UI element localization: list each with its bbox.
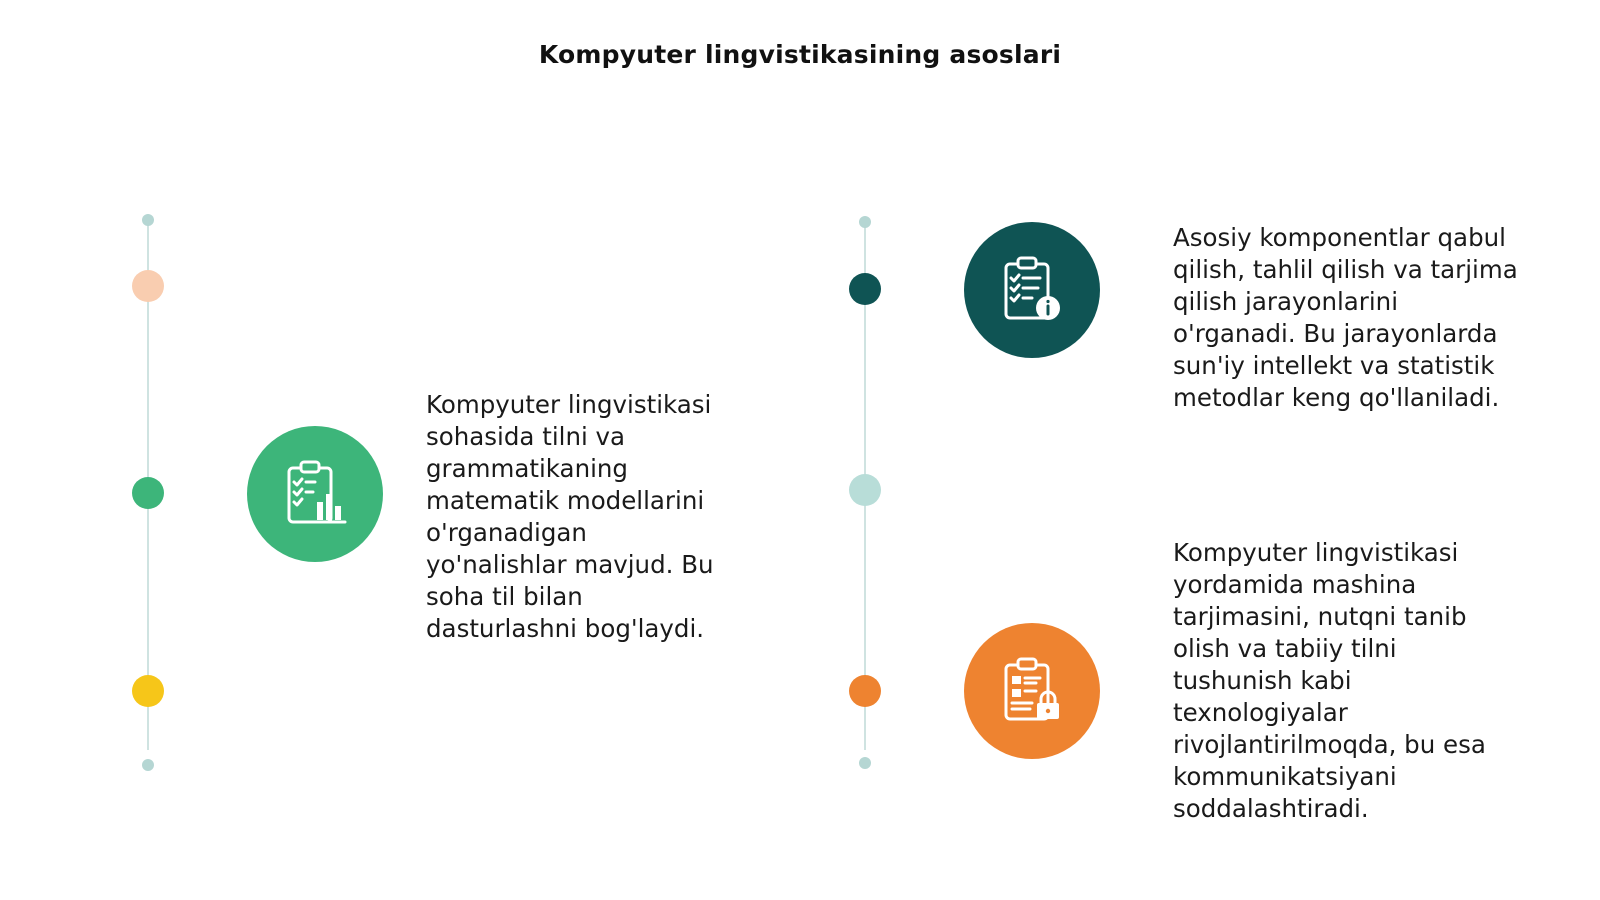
right-timeline-light-teal-dot xyxy=(849,474,881,506)
item-2-text: Asosiy komponentlar qabul qilish, tahlil qilish va tarjima qilish jarayonlarini o'rganadi. Bu jarayonlarda sun'iy intellekt va statistik metodlar keng qo'llaniladi. xyxy=(1173,223,1518,412)
clipboard-chart-icon xyxy=(247,426,383,562)
item-1-text: Kompyuter lingvistikasi sohasida tilni va grammatikaning matematik modellarini o'rganadigan yo'nalishlar mavjud. Bu soha til bilan dasturlashni bog'laydi. xyxy=(426,390,714,643)
clipboard-info-icon xyxy=(964,222,1100,358)
left-timeline-top-dot xyxy=(142,214,154,226)
right-timeline-orange-dot xyxy=(849,675,881,707)
clipboard-lock-icon xyxy=(964,623,1100,759)
item-3-text: Kompyuter lingvistikasi yordamida mashina tarjimasini, nutqni tanib olish va tabiiy tilni tushunish kabi texnologiyalar rivojlantirilmoqda, bu esa kommunikatsiyani soddalashtiradi. xyxy=(1173,538,1486,823)
right-timeline-top-dot xyxy=(859,216,871,228)
page-title: Kompyuter lingvistikasining asoslari xyxy=(538,40,1062,69)
left-timeline-bottom-dot xyxy=(142,759,154,771)
left-timeline-yellow-dot xyxy=(132,675,164,707)
right-timeline-bottom-dot xyxy=(859,757,871,769)
right-timeline-teal-dot xyxy=(849,273,881,305)
left-timeline-green-dot xyxy=(132,477,164,509)
left-timeline-peach-dot xyxy=(132,270,164,302)
